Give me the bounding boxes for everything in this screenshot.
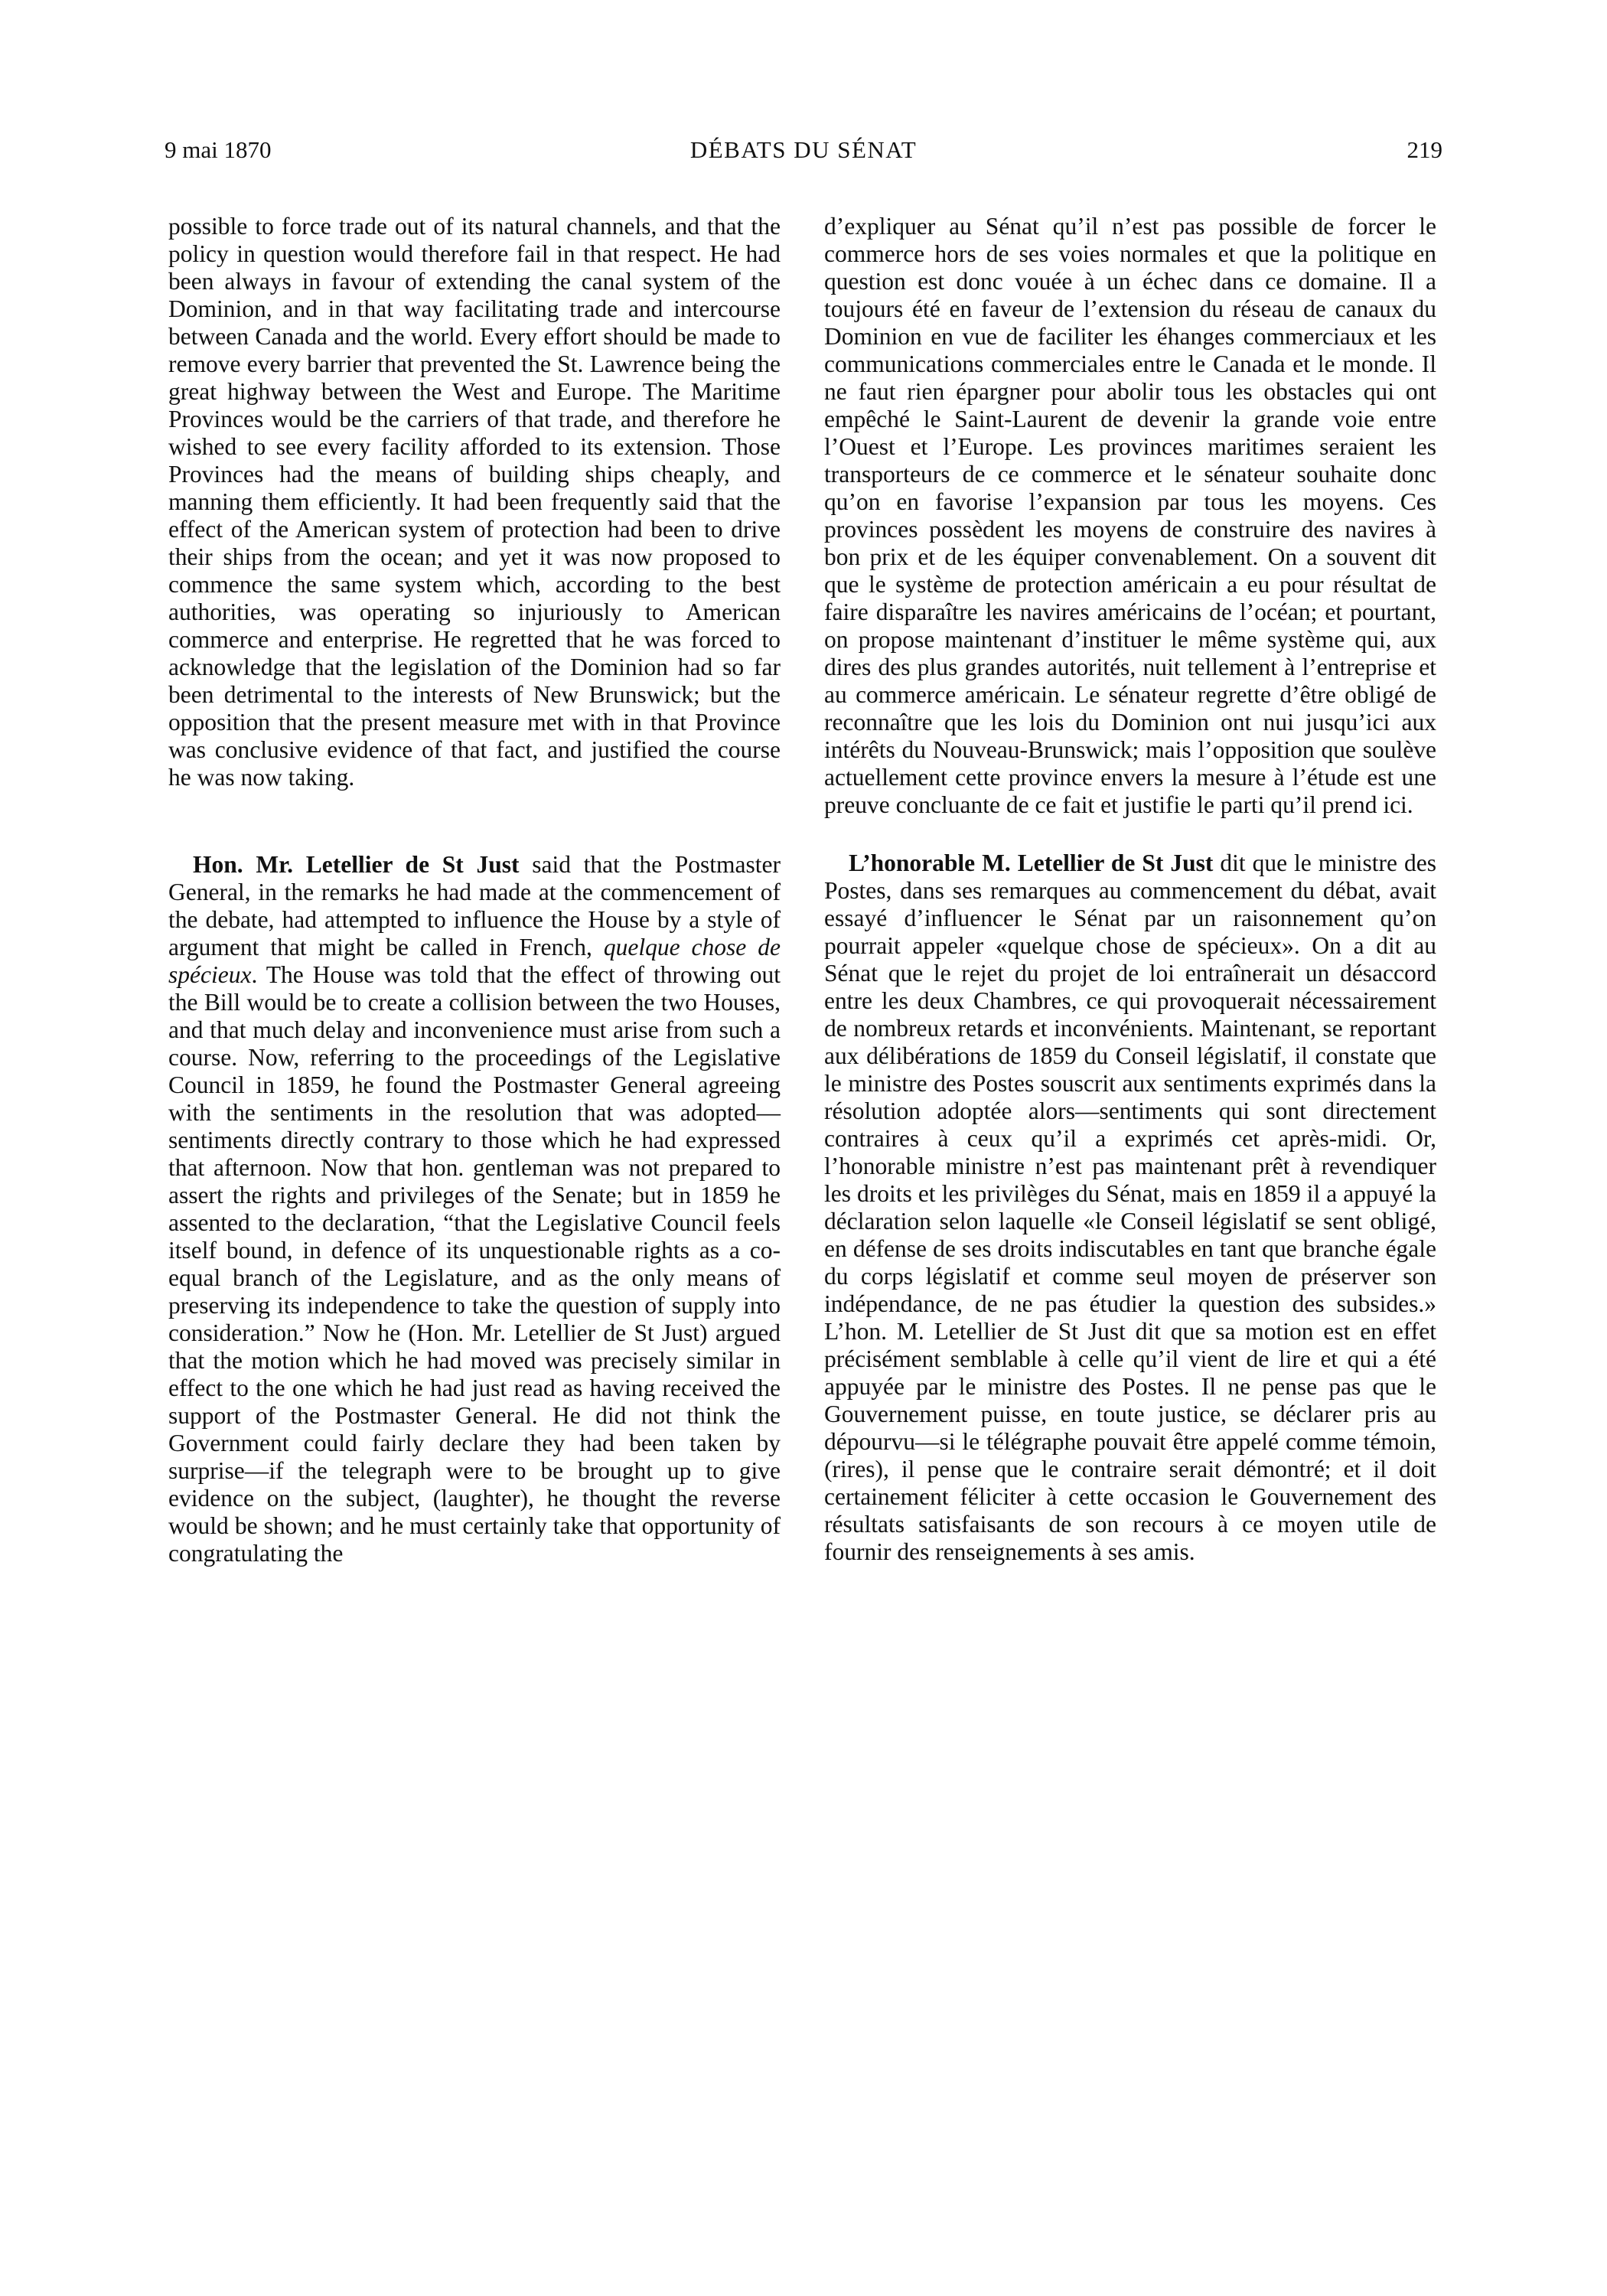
english-paragraph-2-text-b: . The House was told that the effect of throwing out the Bill would be to create a collision between the two Houses, and that much delay and inconvenience must arise from such a course. Now, referring to the proceedings of the Legislative Council in 1859, he found the Postmaster General agreeing with the sentiments in the resolution that was adopted—sentiments directly contrary to those which he had expressed that afternoon. Now that hon. gentleman was not prepared to assert the rights and privileges of the Senate; but in 1859 he assented to the declaration, “that the Legislative Council feels itself bound, in defence of its unquestionable rights as a co-equal branch of the Legislature, and as the only means of preserving its independence to take the question of supply into consideration.” Now he (Hon. Mr. Letellier de St Just) argued that the motion which he had moved was precisely similar in effect to the one which he had just read as having received the support of the Postmaster General. He did not think the Government could fairly declare they had been taken by surprise—if the telegraph were to be brought up to give evidence on the subject, (laughter), he thought the reverse would be shown; and he must certainly take that opportunity of congratulating the bbox=[168, 961, 781, 1567]
english-paragraph-2-italic: quelque chose de spécieux bbox=[168, 934, 781, 988]
french-paragraph-1: d’expliquer au Sénat qu’il n’est pas possible de forcer le commerce hors de ses voies normales et que la politique en question est donc vouée à un échec dans ce domaine. Il a toujours été en faveur de l’extension du réseau de canaux du Dominion en vue de faciliter les éhanges commerciaux et les communications commerciales entre le Canada et le monde. Il ne faut rien épargner pour abolir tous les obstacles qui ont empêché le Saint-Laurent de devenir la grande voie entre l’Ouest et l’Europe. Les provinces maritimes seraient les transporteurs de ce commerce et le sénateur souhaite donc qu’on en favorise l’expansion par tous les moyens. Ces provinces possèdent les moyens de construire des navires à bon prix et de les équiper convenablement. On a souvent dit que le système de protection américain a eu pour résultat de faire disparaître les navires américains de l’océan; et pourtant, on propose maintenant d’instituer le même système qui, aux dires des plus grandes autorités, nuit tellement à l’entreprise et au commerce américain. Le sénateur regrette d’être obligé de reconnaître que les lois du Dominion ont nui jusqu’ici aux intérêts du Nouveau-Brunswick; mais l’opposition que soulève actuellement cette province envers la mesure à l’étude est une preuve concluante de ce fait et justifie le parti qu’il prend ici. bbox=[824, 213, 1436, 818]
running-header bbox=[165, 136, 1442, 174]
french-column bbox=[824, 213, 1436, 1566]
english-paragraph-2 bbox=[168, 851, 781, 1567]
french-paragraph-2 bbox=[824, 850, 1436, 1566]
english-paragraph-2-text-a: said that the Postmaster General, in the remarks he had made at the commencement of the debate, had attempted to influence the House by a style of argument that might be called in French, bbox=[168, 851, 781, 960]
french-speaker-name: L’honorable M. Letellier de St Just bbox=[849, 850, 1214, 876]
english-paragraph-1: possible to force trade out of its natural channels, and that the policy in question would therefore fail in that respect. He had been always in favour of extending the canal system of the Dominion, and in that way facilitating trade and intercourse between Canada and the world. Every effort should be made to remove every barrier that prevented the St. Lawrence being the great highway between the West and Europe. The Maritime Provinces would be the carriers of that trade, and therefore he wished to see every facility afforded to its extension. Those Provinces had the means of building ships cheaply, and manning them efficiently. It had been frequently said that the effect of the American system of protection had been to drive their ships from the ocean; and yet it was now proposed to commence the same system which, according to the best authorities, was operating so injuriously to American commerce and enterprise. He regretted that he was forced to acknowledge that the legislation of the Dominion had so far been detrimental to the interests of New Brunswick; but the opposition that the present measure met with in that Province was conclusive evidence of that fact, and justified the course he was now taking. bbox=[168, 213, 781, 791]
english-column bbox=[168, 213, 781, 1567]
page-number: 219 bbox=[1407, 136, 1442, 163]
french-paragraph-2-text: dit que le ministre des Postes, dans ses remarques au commencement du débat, avait essayé d’influencer le Sénat par un raisonnement qu’on pourrait appeler «quelque chose de spécieux». On a dit au Sénat que le rejet du projet de loi entraînerait un désaccord entre les deux Chambres, ce qui provoquerait nécessairement de nombreux retards et inconvénients. Maintenant, se reportant aux délibérations de 1859 du Conseil législatif, il constate que le ministre des Postes souscrit aux sentiments exprimés dans la résolution adoptée alors—sentiments qui sont directement contraires à ceux qu’il a exprimés cet après-midi. Or, l’honorable ministre n’est pas maintenant prêt à revendiquer les droits et les privilèges du Sénat, mais en 1859 il a appuyé la déclaration selon laquelle «le Conseil législatif se sent obligé, en défense de ses droits indiscutables en tant que branche égale du corps législatif et comme seul moyen de préserver son indépendance, de ne pas étudier la question des subsides.» L’hon. M. Letellier de St Just dit que sa motion est en effet précisément semblable à celle qu’il vient de lire et qui a été appuyée par le ministre des Postes. Il ne pense pas que le Gouvernement puisse, en toute justice, se déclarer pris au dépourvu—si le télégraphe pouvait être appelé comme témoin, (rires), il pense que le contraire serait démontré; et il doit certainement féliciter à cette occasion le Gouvernement des résultats satisfaisants de son recours à ce moyen utile de fournir des renseignements à ses amis. bbox=[824, 850, 1436, 1565]
header-date: 9 mai 1870 bbox=[165, 136, 272, 163]
english-speaker-name: Hon. Mr. Letellier de St Just bbox=[193, 851, 520, 878]
header-title: DÉBATS DU SÉNAT bbox=[689, 136, 918, 163]
